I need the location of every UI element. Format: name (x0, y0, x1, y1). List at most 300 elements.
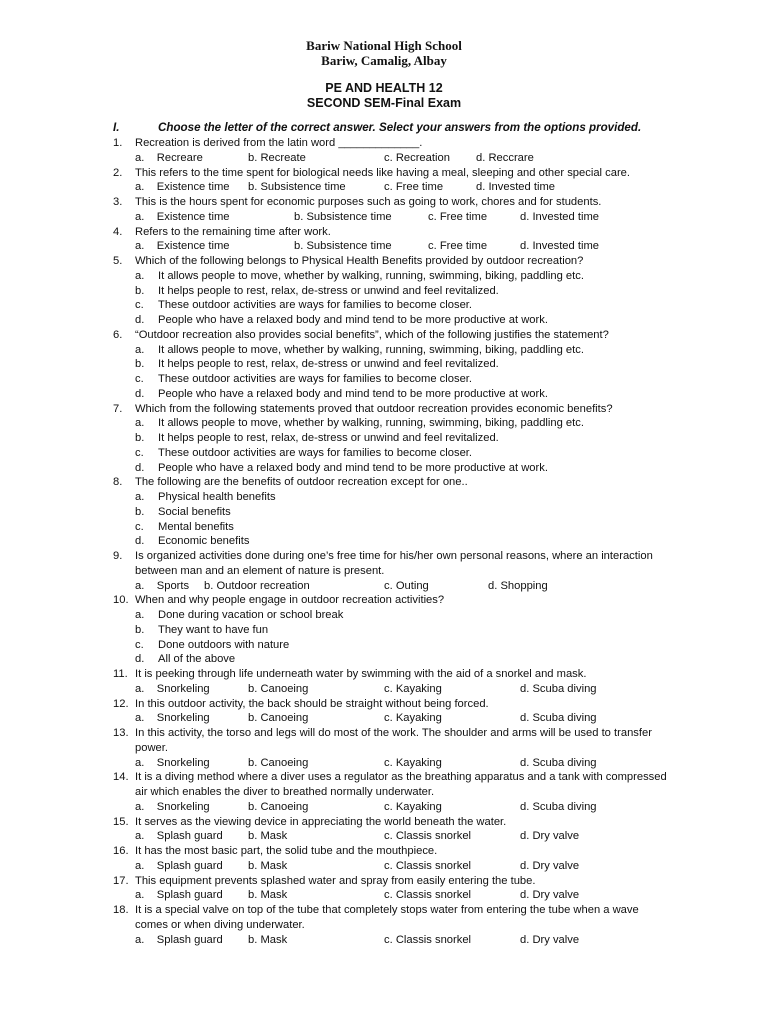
option-letter: c. (384, 933, 393, 946)
question-number: 10. (113, 594, 129, 607)
answer-option[interactable] (384, 151, 450, 166)
answer-option[interactable] (520, 756, 597, 771)
answer-option[interactable] (135, 151, 203, 166)
question-text: “Outdoor recreation also provides social benefits”, which of the following justifies the statement? (135, 328, 609, 341)
option-text: Kayaking (395, 712, 442, 725)
option-letter: b. (248, 682, 258, 695)
option-letter: a. (135, 240, 145, 253)
option-text: Subsistence time (306, 210, 392, 223)
question-item (113, 697, 673, 727)
option-text: Done during vacation or school break (158, 609, 344, 621)
answer-option[interactable] (248, 180, 346, 195)
option-text: It allows people to move, whether by walking, running, swimming, biking, paddling etc. (158, 343, 584, 356)
option-letter: c. (384, 151, 393, 164)
option-text: Snorkeling (156, 756, 210, 769)
answer-option[interactable] (520, 933, 579, 948)
option-text: Existence time (156, 181, 230, 194)
option-letter: c. (135, 638, 144, 651)
answer-option[interactable] (135, 800, 210, 815)
option-letter: d. (135, 535, 145, 548)
option-text: Free time (439, 240, 488, 253)
option-text: Kayaking (395, 756, 442, 769)
option-letter: d. (476, 181, 486, 194)
question-text: In this activity, the torso and legs will do most of the work. The shoulder and arms will be used to transfer power. (135, 727, 652, 754)
option-text: Invested time (532, 210, 599, 223)
option-text: Canoeing (260, 756, 309, 769)
question-number: 7. (113, 402, 123, 415)
question-item (113, 726, 673, 770)
instruction-text: Choose the letter of the correct answer. Select your answers from the options provided. (158, 121, 642, 134)
option-letter: b. (248, 933, 258, 946)
answer-options (113, 608, 673, 667)
option-text: Snorkeling (156, 712, 210, 725)
option-text: Mask (260, 933, 288, 946)
option-letter: a. (135, 491, 145, 503)
option-letter: d. (520, 210, 530, 223)
question-stem (113, 136, 673, 151)
option-text: Social benefits (158, 505, 231, 518)
answer-option[interactable] (113, 431, 673, 446)
option-letter: d. (520, 933, 530, 946)
question-text: Which from the following statements proved that outdoor recreation provides economic benefits? (135, 402, 613, 415)
answer-option[interactable] (113, 652, 673, 667)
question-item (113, 136, 673, 166)
question-item (113, 475, 673, 549)
answer-option[interactable] (248, 711, 308, 726)
option-letter: a. (135, 933, 145, 946)
option-text: Existence time (156, 210, 230, 223)
answer-option[interactable] (135, 239, 230, 254)
option-letter: a. (135, 151, 145, 164)
option-letter: b. (135, 623, 145, 636)
option-text: Invested time (532, 240, 599, 253)
option-letter: b. (248, 889, 258, 902)
option-text: Classis snorkel (395, 859, 472, 872)
question-text: Is organized activities done during one’s free time for his/her own personal reasons, where an interaction between man and an element of nature is present. (135, 550, 653, 577)
answer-option[interactable] (135, 180, 230, 195)
question-text: It has the most basic part, the solid tube and the mouthpiece. (135, 845, 438, 857)
answer-option[interactable] (135, 210, 230, 225)
option-text: Dry valve (532, 830, 580, 843)
option-text: Outing (395, 579, 429, 592)
option-text: Mask (260, 859, 288, 872)
question-text: In this outdoor activity, the back should be straight without being forced. (135, 697, 489, 710)
question-number: 1. (113, 137, 123, 149)
option-text: Outdoor recreation (216, 579, 310, 592)
option-text: Mask (260, 830, 288, 843)
answer-option[interactable] (428, 239, 487, 254)
question-stem (113, 225, 673, 240)
school-address: Bariw, Camalig, Albay (321, 53, 447, 68)
answer-option[interactable] (204, 579, 310, 594)
answer-option[interactable] (113, 608, 673, 623)
question-number: 9. (113, 550, 123, 562)
question-text: When and why people engage in outdoor recreation activities? (135, 594, 445, 607)
option-text: Classis snorkel (395, 889, 472, 902)
question-text: Refers to the remaining time after work. (135, 225, 331, 238)
option-letter: b. (248, 800, 258, 813)
answer-option[interactable] (520, 682, 597, 697)
question-item (113, 254, 673, 328)
option-text: Scuba diving (532, 756, 597, 769)
option-letter: c. (135, 446, 144, 459)
option-text: Reccrare (488, 151, 534, 164)
question-stem (113, 815, 673, 830)
question-stem (113, 874, 673, 889)
option-text: Splash guard (156, 859, 223, 872)
question-stem (113, 844, 673, 859)
question-number: 12. (113, 697, 129, 710)
section-number: I. (113, 121, 120, 134)
answer-option[interactable] (520, 711, 597, 726)
option-letter: c. (384, 800, 393, 813)
answer-option[interactable] (384, 682, 442, 697)
question-item (113, 166, 673, 196)
answer-option[interactable] (113, 372, 673, 387)
answer-option[interactable] (384, 933, 471, 948)
answer-option[interactable] (294, 239, 392, 254)
question-text: This is the hours spent for economic purposes such as going to work, chores and for students. (135, 196, 602, 208)
answer-option[interactable] (248, 151, 306, 166)
option-letter: d. (488, 579, 498, 592)
question-text: It serves as the viewing device in appreciating the world beneath the water. (135, 815, 507, 828)
option-text: Kayaking (395, 800, 442, 813)
option-letter: b. (135, 432, 145, 444)
exam-title: SECOND SEM-Final Exam (306, 96, 462, 110)
question-number: 4. (113, 225, 123, 238)
question-item (113, 328, 673, 402)
option-text: It helps people to rest, relax, de-stress or unwind and feel revitalized. (158, 432, 499, 444)
option-text: Scuba diving (532, 712, 597, 725)
answer-option[interactable] (476, 151, 534, 166)
answer-option[interactable] (113, 387, 673, 402)
option-letter: b. (248, 712, 258, 725)
question-text: It is a diving method where a diver uses a regulator as the breathing apparatus and a tank with compressed air which enables the diver to breathed normally underwater. (135, 771, 667, 798)
option-text: Done outdoors with nature (158, 638, 290, 651)
answer-option[interactable] (248, 756, 308, 771)
option-text: It helps people to rest, relax, de-stress or unwind and feel revitalized. (158, 358, 499, 371)
answer-option[interactable] (520, 829, 579, 844)
option-letter: c. (428, 240, 437, 253)
question-number: 16. (113, 845, 129, 857)
option-letter: a. (135, 889, 145, 902)
question-stem (113, 667, 673, 682)
answer-option[interactable] (248, 859, 287, 874)
question-item (113, 874, 673, 904)
question-item (113, 903, 673, 947)
option-text: Splash guard (156, 933, 223, 946)
answer-option[interactable] (113, 313, 673, 328)
answer-option[interactable] (520, 859, 579, 874)
answer-options (113, 800, 673, 815)
answer-option[interactable] (113, 638, 673, 653)
answer-options (113, 888, 673, 903)
answer-options (113, 416, 673, 475)
option-letter: b. (294, 210, 304, 223)
question-item (113, 667, 673, 697)
answer-option[interactable] (384, 711, 442, 726)
answer-option[interactable] (113, 269, 673, 284)
option-letter: c. (384, 859, 393, 872)
option-text: People who have a relaxed body and mind tend to be more productive at work. (158, 387, 548, 400)
answer-option[interactable] (113, 623, 673, 638)
answer-option[interactable] (135, 859, 223, 874)
question-stem (113, 402, 673, 417)
option-text: Subsistence time (260, 181, 346, 194)
answer-option[interactable] (113, 298, 673, 313)
option-text: Splash guard (156, 830, 223, 843)
question-text: This refers to the time spent for biological needs like having a meal, sleeping and other special care. (135, 166, 631, 179)
answer-option[interactable] (135, 756, 210, 771)
option-letter: d. (520, 682, 530, 695)
question-stem (113, 328, 673, 343)
answer-option[interactable] (113, 284, 673, 299)
question-number: 17. (113, 874, 129, 887)
option-letter: c. (384, 712, 393, 725)
answer-option[interactable] (135, 711, 210, 726)
option-text: Scuba diving (532, 800, 597, 813)
answer-option[interactable] (113, 490, 673, 505)
answer-option[interactable] (384, 888, 471, 903)
question-number: 3. (113, 196, 123, 208)
answer-option[interactable] (135, 933, 223, 948)
answer-option[interactable] (135, 579, 189, 594)
question-stem (113, 770, 673, 800)
question-number: 6. (113, 328, 123, 341)
question-number: 13. (113, 727, 129, 739)
option-text: Dry valve (532, 889, 580, 902)
option-text: It helps people to rest, relax, de-stress or unwind and feel revitalized. (158, 284, 499, 297)
answer-options (113, 829, 673, 844)
answer-options (113, 711, 673, 726)
question-text: This equipment prevents splashed water and spray from easily entering the tube. (135, 874, 536, 887)
option-text: Economic benefits (158, 535, 250, 548)
answer-option[interactable] (520, 800, 597, 815)
answer-option[interactable] (135, 829, 223, 844)
answer-option[interactable] (248, 829, 287, 844)
option-letter: b. (204, 579, 214, 592)
option-letter: a. (135, 800, 145, 813)
option-text: Dry valve (532, 933, 580, 946)
option-text: Dry valve (532, 859, 580, 872)
question-stem (113, 166, 673, 181)
option-text: Canoeing (260, 712, 309, 725)
section-instruction (113, 121, 641, 134)
option-text: People who have a relaxed body and mind tend to be more productive at work. (158, 314, 548, 326)
option-text: Kayaking (395, 682, 442, 695)
option-letter: a. (135, 682, 145, 695)
answer-options (113, 180, 673, 195)
option-text: It allows people to move, whether by walking, running, swimming, biking, paddling etc. (158, 417, 584, 430)
option-letter: a. (135, 609, 145, 621)
option-letter: a. (135, 417, 145, 430)
option-letter: a. (135, 579, 145, 592)
school-name: Bariw National High School (306, 38, 462, 53)
answer-option[interactable] (520, 239, 599, 254)
question-item (113, 844, 673, 874)
answer-option[interactable] (135, 888, 223, 903)
option-text: These outdoor activities are ways for families to become closer. (158, 373, 473, 385)
answer-option[interactable] (113, 416, 673, 431)
option-text: Recreate (260, 151, 306, 164)
answer-options (113, 151, 673, 166)
answer-option[interactable] (113, 534, 673, 549)
option-text: Canoeing (260, 682, 309, 695)
answer-option[interactable] (428, 210, 487, 225)
option-text: Splash guard (156, 889, 223, 902)
option-letter: c. (384, 579, 393, 592)
option-letter: b. (294, 240, 304, 253)
question-text: Recreation is derived from the latin word _____________. (135, 137, 423, 149)
option-text: Recreation (395, 151, 450, 164)
option-text: Shopping (500, 579, 548, 592)
answer-option[interactable] (384, 800, 442, 815)
answer-option[interactable] (113, 505, 673, 520)
answer-options (113, 490, 673, 549)
option-letter: b. (248, 859, 258, 872)
question-stem (113, 593, 673, 608)
option-letter: a. (135, 210, 145, 223)
option-letter: b. (248, 830, 258, 843)
answer-option[interactable] (248, 933, 287, 948)
question-item (113, 593, 673, 667)
option-letter: c. (135, 373, 144, 385)
question-text: It is peeking through life underneath water by swimming with the aid of a snorkel and mask. (135, 668, 587, 680)
answer-options (113, 579, 673, 594)
option-letter: b. (135, 284, 145, 297)
answer-option[interactable] (384, 829, 471, 844)
question-text: The following are the benefits of outdoor recreation except for one.. (135, 476, 468, 489)
question-number: 11. (113, 668, 128, 680)
option-text: It allows people to move, whether by walking, running, swimming, biking, paddling etc. (158, 269, 584, 282)
answer-options (113, 239, 673, 254)
option-letter: d. (520, 800, 530, 813)
option-letter: c. (428, 210, 437, 223)
answer-options (113, 682, 673, 697)
answer-option[interactable] (384, 579, 429, 594)
option-letter: d. (520, 240, 530, 253)
answer-option[interactable] (384, 756, 442, 771)
option-text: Scuba diving (532, 682, 597, 695)
answer-option[interactable] (113, 520, 673, 535)
option-letter: d. (135, 653, 145, 666)
question-item (113, 195, 673, 225)
question-item (113, 402, 673, 476)
answer-option[interactable] (384, 180, 443, 195)
answer-option[interactable] (476, 180, 555, 195)
answer-option[interactable] (248, 888, 287, 903)
option-letter: d. (135, 314, 145, 326)
question-number: 18. (113, 904, 129, 916)
question-stem (113, 549, 673, 579)
option-letter: d. (520, 756, 530, 769)
option-letter: a. (135, 830, 145, 843)
option-text: Existence time (156, 240, 230, 253)
answer-options (113, 210, 673, 225)
option-text: Mask (260, 889, 288, 902)
option-letter: a. (135, 343, 145, 356)
question-stem (113, 726, 673, 756)
answer-options (113, 933, 673, 948)
option-letter: a. (135, 181, 145, 194)
question-item (113, 770, 673, 814)
question-number: 8. (113, 476, 123, 489)
answer-option[interactable] (113, 461, 673, 476)
option-letter: a. (135, 756, 145, 769)
option-letter: c. (384, 756, 393, 769)
option-letter: d. (520, 859, 530, 872)
option-letter: d. (135, 387, 145, 400)
answer-option[interactable] (488, 579, 548, 594)
question-item (113, 225, 673, 255)
option-letter: c. (384, 181, 393, 194)
option-letter: d. (520, 830, 530, 843)
question-number: 5. (113, 255, 123, 267)
question-stem (113, 475, 673, 490)
question-number: 15. (113, 815, 129, 828)
answer-option[interactable] (113, 357, 673, 372)
option-letter: c. (135, 520, 144, 533)
option-letter: a. (135, 712, 145, 725)
option-letter: b. (135, 358, 145, 371)
option-text: Classis snorkel (395, 933, 472, 946)
option-text: These outdoor activities are ways for families to become closer. (158, 299, 473, 312)
option-text: Snorkeling (156, 682, 210, 695)
answer-option[interactable] (135, 682, 210, 697)
question-text: Which of the following belongs to Physical Health Benefits provided by outdoor recreation? (135, 255, 584, 267)
option-letter: d. (520, 712, 530, 725)
question-stem (113, 903, 673, 933)
option-text: Snorkeling (156, 800, 210, 813)
option-text: Recreare (156, 151, 203, 164)
option-letter: c. (384, 889, 393, 902)
answer-option[interactable] (384, 859, 471, 874)
option-text: All of the above (158, 653, 236, 666)
option-letter: d. (135, 461, 145, 474)
answer-option[interactable] (248, 682, 308, 697)
option-letter: b. (248, 181, 258, 194)
option-text: Classis snorkel (395, 830, 472, 843)
question-number: 2. (113, 166, 123, 179)
answer-option[interactable] (520, 210, 599, 225)
option-text: Subsistence time (306, 240, 392, 253)
question-stem (113, 254, 673, 269)
option-letter: d. (476, 151, 486, 164)
answer-option[interactable] (113, 343, 673, 358)
option-text: Free time (439, 210, 488, 223)
option-text: Mental benefits (158, 520, 234, 533)
answer-option[interactable] (294, 210, 392, 225)
option-text: These outdoor activities are ways for families to become closer. (158, 446, 473, 459)
answer-options (113, 269, 673, 328)
option-text: People who have a relaxed body and mind tend to be more productive at work. (158, 461, 548, 474)
option-letter: a. (135, 269, 145, 282)
answer-option[interactable] (248, 800, 308, 815)
option-letter: b. (248, 756, 258, 769)
option-letter: d. (520, 889, 530, 902)
question-list (113, 136, 673, 947)
question-item (113, 815, 673, 845)
option-text: Sports (156, 579, 190, 592)
option-text: Canoeing (260, 800, 309, 813)
option-text: Invested time (488, 181, 555, 194)
answer-option[interactable] (520, 888, 579, 903)
answer-option[interactable] (113, 446, 673, 461)
question-item (113, 549, 673, 593)
option-letter: c. (384, 830, 393, 843)
option-text: They want to have fun (158, 623, 269, 636)
option-letter: a. (135, 859, 145, 872)
